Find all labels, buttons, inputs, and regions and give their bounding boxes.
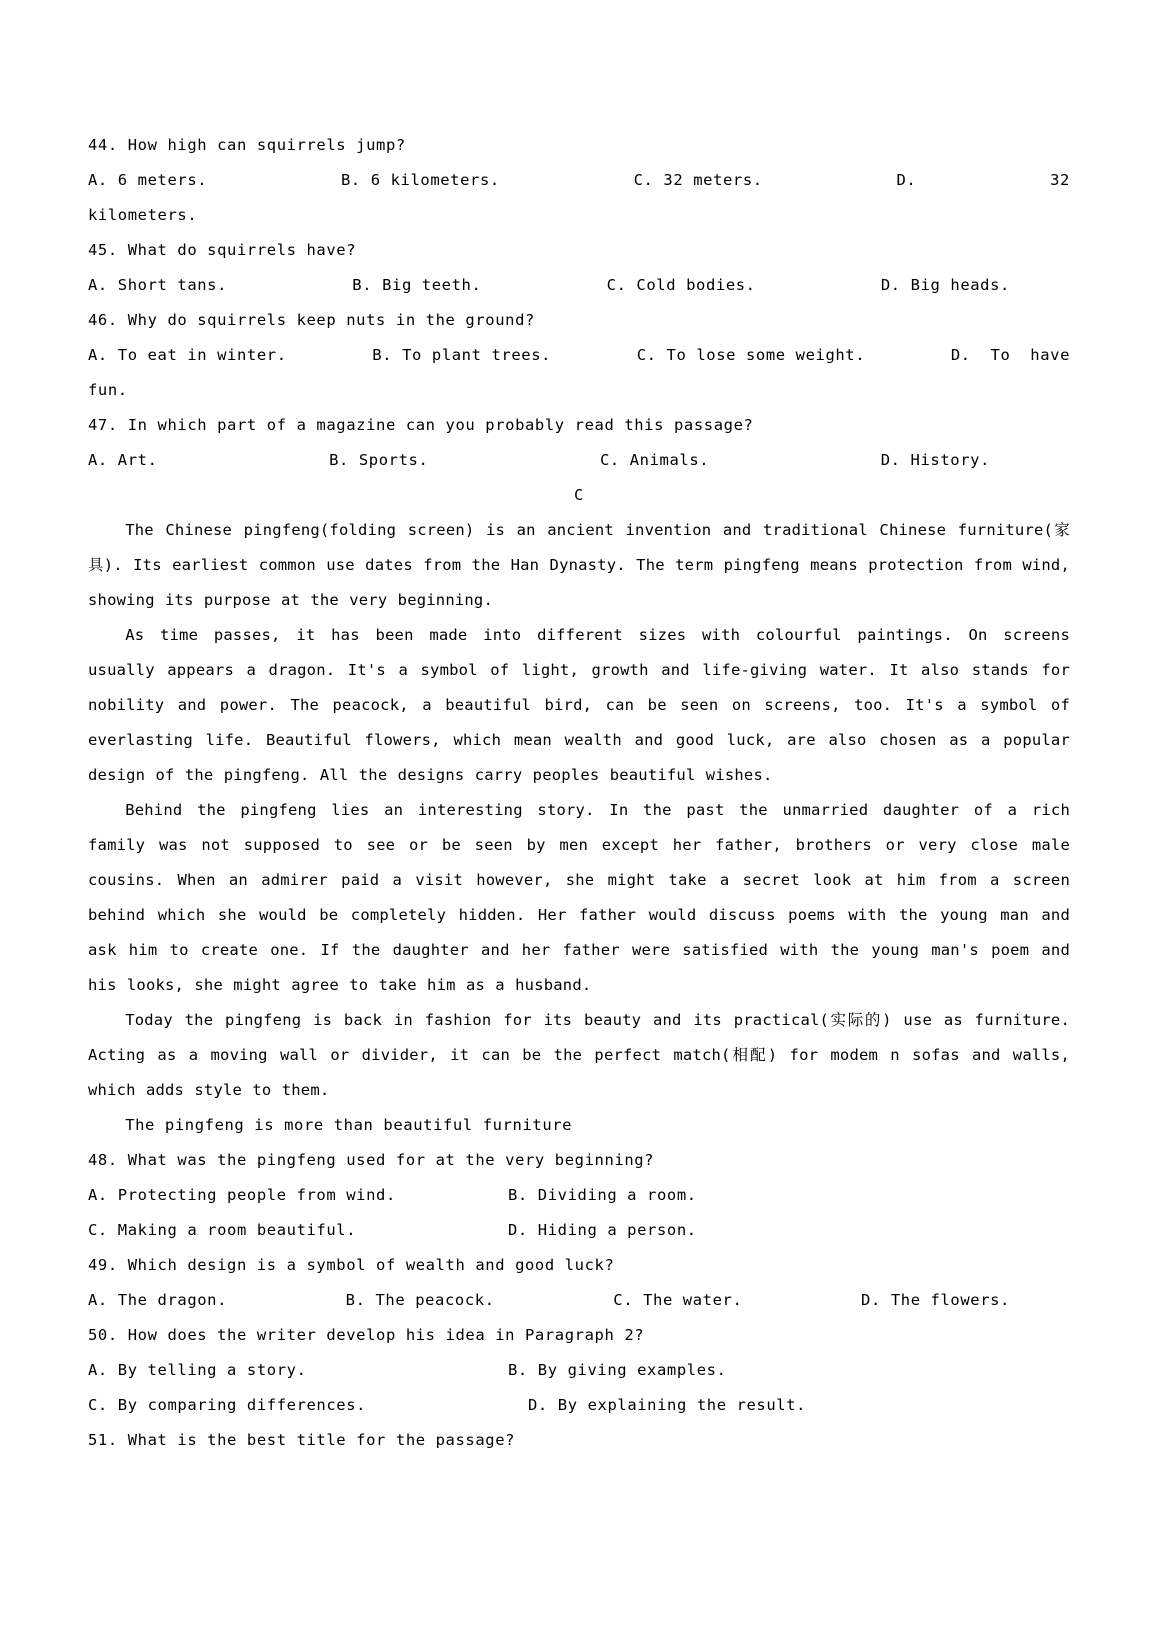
option-47-a[interactable]: A. Art. — [88, 451, 158, 469]
option-44-d[interactable]: D. — [896, 171, 917, 189]
question-options-50-row2 — [88, 1388, 1070, 1423]
question-stem-45: 45. What do squirrels have? — [88, 241, 357, 259]
option-50-d[interactable]: D. By explaining the result. — [528, 1396, 807, 1414]
passage-paragraph-1: The Chinese pingfeng(folding screen) is an ancient invention and traditional Chinese furniture(家具). Its earliest common use dates from the Han Dynasty. The term pingfeng means protection from wind, showing its purpose at the very beginning. — [88, 521, 1070, 609]
question-options-49 — [88, 1283, 1070, 1318]
question-options-48-row1 — [88, 1178, 1070, 1213]
option-46-d[interactable]: D. To have — [950, 346, 1071, 364]
question-options-46 — [88, 338, 1070, 373]
option-49-a[interactable]: A. The dragon. — [88, 1291, 228, 1309]
option-46-b[interactable]: B. To plant trees. — [372, 346, 552, 364]
option-49-c[interactable]: C. The water. — [613, 1291, 743, 1309]
section-label: C — [574, 486, 584, 504]
option-50-b[interactable]: B. By giving examples. — [508, 1361, 727, 1379]
option-48-a[interactable]: A. Protecting people from wind. — [88, 1186, 396, 1204]
question-stem-51: 51. What is the best title for the passage? — [88, 1431, 516, 1449]
option-48-d[interactable]: D. Hiding a person. — [508, 1221, 697, 1239]
question-stem-46: 46. Why do squirrels keep nuts in the ground? — [88, 311, 535, 329]
question-stem-50: 50. How does the writer develop his idea in Paragraph 2? — [88, 1326, 645, 1344]
question-options-50-row1 — [88, 1353, 1070, 1388]
option-50-a[interactable]: A. By telling a story. — [88, 1361, 307, 1379]
passage-paragraph-5: The pingfeng is more than beautiful furniture — [125, 1116, 573, 1134]
question-options-45 — [88, 268, 1070, 303]
passage-paragraph-2: As time passes, it has been made into different sizes with colourful paintings. On screens usually appears a dragon. It's a symbol of light, growth and life-giving water. It also stands for nobility and power. The peacock, a beautiful bird, can be seen on screens, too. It's a symbol of everlasting life. Beautiful flowers, which mean wealth and good luck, are also chosen as a popular design of the pingfeng. All the designs carry peoples beautiful wishes. — [88, 626, 1070, 784]
option-45-a[interactable]: A. Short tans. — [88, 276, 228, 294]
option-49-d[interactable]: D. The flowers. — [861, 1291, 1011, 1309]
option-46-continuation: fun. — [88, 381, 128, 399]
question-options-48-row2 — [88, 1213, 1070, 1248]
option-47-d[interactable]: D. History. — [880, 451, 990, 469]
option-50-c[interactable]: C. By comparing differences. — [88, 1396, 367, 1414]
option-46-a[interactable]: A. To eat in winter. — [88, 346, 287, 364]
question-options-47 — [88, 443, 1070, 478]
option-47-b[interactable]: B. Sports. — [329, 451, 429, 469]
option-45-d[interactable]: D. Big heads. — [880, 276, 1010, 294]
question-stem-48: 48. What was the pingfeng used for at the very beginning? — [88, 1151, 655, 1169]
option-47-c[interactable]: C. Animals. — [599, 451, 710, 469]
option-44-continuation: kilometers. — [88, 206, 198, 224]
question-stem-44: 44. How high can squirrels jump? — [88, 136, 406, 154]
option-45-b[interactable]: B. Big teeth. — [352, 276, 482, 294]
option-48-b[interactable]: B. Dividing a room. — [508, 1186, 697, 1204]
option-44-d-tail[interactable]: 32 — [1050, 171, 1070, 189]
question-options-44 — [88, 163, 1070, 198]
question-stem-47: 47. In which part of a magazine can you probably read this passage? — [88, 416, 754, 434]
option-44-c[interactable]: C. 32 meters. — [633, 171, 763, 189]
question-stem-49: 49. Which design is a symbol of wealth and good luck? — [88, 1256, 615, 1274]
option-45-c[interactable]: C. Cold bodies. — [606, 276, 756, 294]
option-44-a[interactable]: A. 6 meters. — [88, 171, 208, 189]
option-48-c[interactable]: C. Making a room beautiful. — [88, 1221, 357, 1239]
option-49-b[interactable]: B. The peacock. — [345, 1291, 495, 1309]
passage-paragraph-4: Today the pingfeng is back in fashion for its beauty and its practical(实际的) use as furniture. Acting as a moving wall or divider, it can be the perfect match(相配) for modem n sofas and walls, which adds style to them. — [88, 1011, 1070, 1099]
option-46-c[interactable]: C. To lose some weight. — [636, 346, 866, 364]
passage-paragraph-3: Behind the pingfeng lies an interesting story. In the past the unmarried daughter of a rich family was not supposed to see or be seen by men except her father, brothers or very close male cousins. When an admirer paid a visit however, she might take a secret look at him from a screen behind which she would be completely hidden. Her father would discuss poems with the young man and ask him to create one. If the daughter and her father were satisfied with the young man's poem and his looks, she might agree to take him as a husband. — [88, 801, 1070, 994]
option-44-b[interactable]: B. 6 kilometers. — [340, 171, 500, 189]
